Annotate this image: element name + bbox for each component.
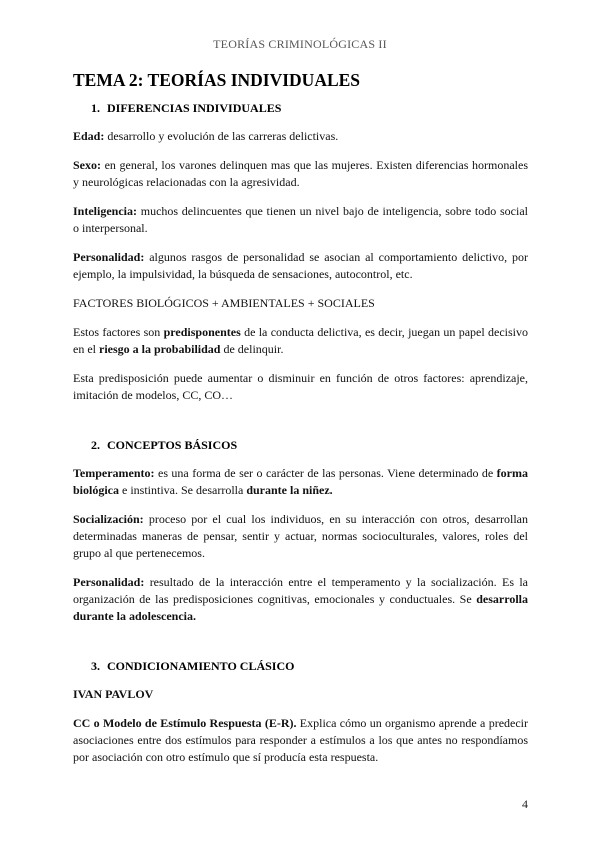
paragraph-predisposicion: Esta predisposición puede aumentar o disminuir en función de otros factores: aprendizaje, imitación de modelos, CC, CO… [73,371,528,402]
section-heading-2 [73,438,528,453]
paragraph-socializacion [73,511,528,562]
section-heading-3 [73,659,528,674]
term-text: desarrollo y evolución de las carreras delictivas. [104,129,339,143]
section-number: 1. [91,101,100,115]
bold-run: durante la niñez. [246,483,333,497]
author-name: IVAN PAVLOV [73,687,154,701]
term-label: Sexo: [73,158,101,172]
text-run: Estos factores son [73,325,164,339]
term-text: en general, los varones delinquen mas que las mujeres. Existen diferencias hormonales y neurológicas relacionadas con la agresividad. [73,158,528,189]
bold-run: desarrolla durante la adolescencia. [73,592,528,623]
paragraph-edad [73,128,528,145]
text-run: de la conducta delictiva, es decir, juegan un papel decisivo en el [73,325,528,356]
term-label: Edad: [73,129,105,143]
term-label: Personalidad: [73,250,145,264]
spacer [73,637,528,659]
paragraph-factores: FACTORES BIOLÓGICOS + AMBIENTALES + SOCIALES [73,296,375,310]
paragraph-predisponentes [73,324,528,358]
bold-run: riesgo a la probabilidad [99,342,221,356]
term-label: Socialización: [73,512,144,526]
term-text: muchos delincuentes que tienen un nivel bajo de inteligencia, sobre todo social o interpersonal. [73,204,528,235]
term-text: Explica cómo un organismo aprende a predecir asociaciones entre dos estímulos para responder a estímulos a los que antes no respondíamos por asociación con otro estímulo que sí producía esta respuesta. [73,716,528,764]
term-label: CC o Modelo de Estímulo Respuesta (E-R). [73,716,297,730]
term-label: Temperamento: [73,466,155,480]
paragraph-personalidad-1 [73,249,528,283]
section-title: DIFERENCIAS INDIVIDUALES [107,101,282,115]
page-number: 4 [522,797,528,811]
bold-run: predisponentes [163,325,241,339]
running-header: TEORÍAS CRIMINOLÓGICAS II [213,37,387,51]
page-content [73,70,528,778]
term-label: Inteligencia: [73,204,137,218]
paragraph-cc-model [73,715,528,766]
page-title: TEMA 2: TEORÍAS INDIVIDUALES [73,70,361,90]
paragraph-sexo [73,157,528,191]
term-text: proceso por el cual los individuos, en su interacción con otros, desarrollan determinadas maneras de pensar, sentir y actuar, normas socioculturales, valores, roles del grupo al que pertenecemos. [73,512,528,560]
term-text: algunos rasgos de personalidad se asocian al comportamiento delictivo, por ejemplo, la impulsividad, la búsqueda de sensaciones, autocontrol, etc. [73,250,528,281]
section-title: CONCEPTOS BÁSICOS [107,438,238,452]
paragraph-personalidad-2 [73,574,528,625]
section-number: 2. [91,438,100,452]
text-run: e instintiva. Se desarrolla [119,483,247,497]
paragraph-temperamento [73,465,528,499]
text-run: de delinquir. [220,342,284,356]
text-run: es una forma de ser o carácter de las personas. Viene determinado de [154,466,497,480]
term-label: Personalidad: [73,575,145,589]
section-title: CONDICIONAMIENTO CLÁSICO [107,659,295,673]
paragraph-inteligencia [73,203,528,237]
spacer [73,416,528,438]
section-heading-1 [73,101,528,116]
text-run: resultado de la interacción entre el temperamento y la socialización. Es la organización de las predisposiciones cognitivas, emocionales y conductuales. Se [73,575,528,606]
section-number: 3. [91,659,100,673]
author-heading [73,686,528,703]
bold-run: forma biológica [73,466,528,497]
